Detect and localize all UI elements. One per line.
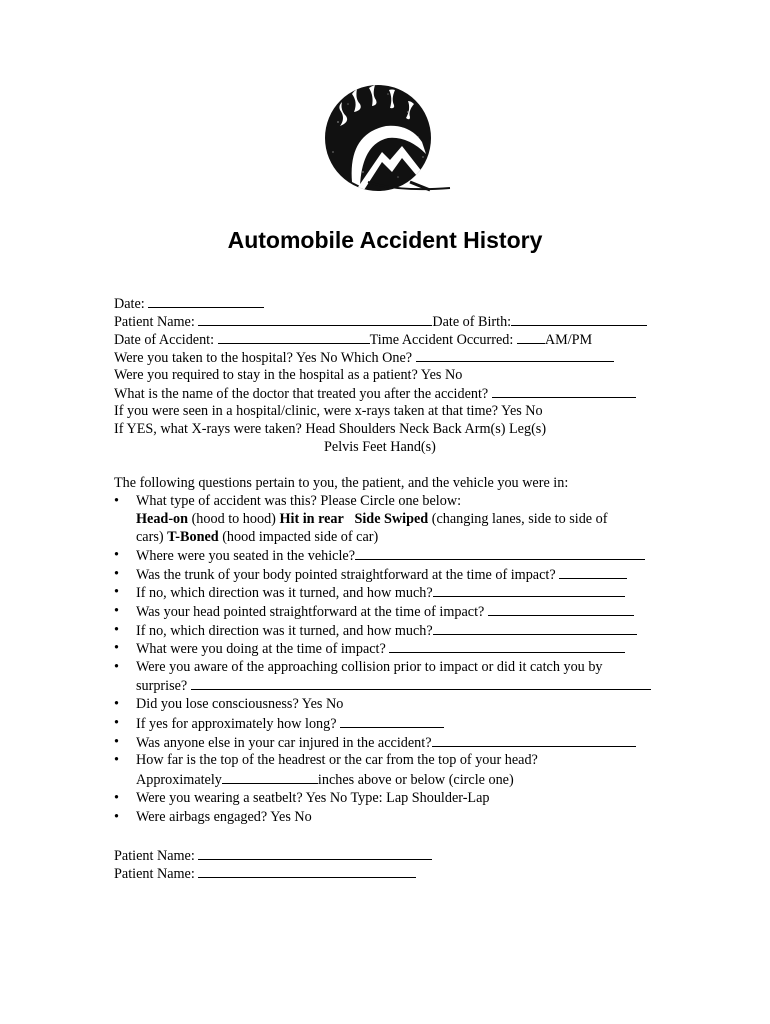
trunk-direction-field[interactable] bbox=[433, 583, 625, 597]
head-field[interactable] bbox=[488, 602, 634, 616]
aware-field[interactable] bbox=[191, 676, 651, 690]
option-hit-in-rear[interactable]: Hit in rear bbox=[279, 511, 344, 527]
dob-label: Date of Birth: bbox=[432, 314, 512, 330]
bullet-icon: • bbox=[114, 734, 119, 750]
bullet-icon: • bbox=[114, 752, 119, 768]
bullet-icon: • bbox=[114, 603, 119, 619]
hospital-field[interactable] bbox=[416, 348, 614, 362]
bullet-icon: • bbox=[114, 584, 119, 600]
date-label: Date: bbox=[114, 296, 145, 312]
duration-field[interactable] bbox=[340, 714, 444, 728]
inches-field[interactable] bbox=[222, 770, 318, 784]
doing-field[interactable] bbox=[389, 639, 625, 653]
bullet-icon: • bbox=[114, 659, 119, 675]
doctor-question: What is the name of the doctor that treated you after the accident? bbox=[114, 386, 489, 402]
option-t-boned[interactable]: T-Boned bbox=[167, 529, 219, 545]
xray-types-question: If YES, what X-rays were taken? Head Shoulders Neck Back Arm(s) Leg(s) bbox=[114, 421, 547, 437]
bullet-icon: • bbox=[114, 696, 119, 712]
form-title: Automobile Accident History bbox=[227, 227, 543, 253]
intro-text: The following questions pertain to you, the patient, and the vehicle you were in: bbox=[114, 475, 569, 491]
signature-name-field-1[interactable] bbox=[198, 846, 432, 860]
dob-field[interactable] bbox=[511, 312, 647, 326]
date-accident-label: Date of Accident: bbox=[114, 332, 215, 348]
date-accident-row bbox=[114, 330, 592, 349]
signature-row-2 bbox=[114, 864, 416, 883]
ampm-label: AM/PM bbox=[544, 332, 593, 348]
xray-question: If you were seen in a hospital/clinic, were x-rays taken at that time? Yes No bbox=[114, 403, 543, 419]
bullet-icon: • bbox=[114, 715, 119, 731]
bullet-icon: • bbox=[114, 640, 119, 656]
patient-name-label: Patient Name: bbox=[114, 314, 195, 330]
sun-mountain-logo bbox=[318, 82, 454, 198]
hospital-row bbox=[114, 348, 614, 367]
bullet-icon: • bbox=[114, 790, 119, 806]
doctor-row bbox=[114, 384, 636, 403]
hospital-stay-question: Were you required to stay in the hospital as a patient? Yes No bbox=[114, 367, 463, 383]
patient-name-field[interactable] bbox=[198, 312, 432, 326]
bullet-icon: • bbox=[114, 622, 119, 638]
patient-name-label: Patient Name: bbox=[114, 848, 195, 864]
bullet-icon: • bbox=[114, 809, 119, 825]
option-head-on[interactable]: Head-on bbox=[136, 511, 189, 527]
date-accident-field[interactable] bbox=[218, 330, 370, 344]
hospital-question: Were you taken to the hospital? Yes No Which One? bbox=[114, 350, 413, 366]
time-field[interactable] bbox=[517, 330, 545, 344]
trunk-field[interactable] bbox=[559, 565, 627, 579]
option-side-swiped[interactable]: Side Swiped bbox=[354, 511, 429, 527]
date-field[interactable] bbox=[148, 294, 264, 308]
doctor-field[interactable] bbox=[492, 384, 636, 398]
patient-name-row bbox=[114, 312, 647, 331]
date-row bbox=[114, 294, 264, 313]
signature-row-1 bbox=[114, 846, 432, 865]
bullet-icon: • bbox=[114, 547, 119, 563]
bullet-icon: • bbox=[114, 566, 119, 582]
xray-types-question-cont: Pelvis Feet Hand(s) bbox=[324, 439, 436, 455]
injured-field[interactable] bbox=[432, 733, 636, 747]
form-page: Automobile Accident History Date: Patient Name: Date of Birth: Date of Accident: Time Accident Occurred: AM/PM Were you taken to the hospital? Yes No Which One? Were you required to stay in the hospital as a patient? Yes No What is the name of the doctor that treated you after the accident? If you were seen in a hospital/clinic, were x-rays taken at that time? Yes No If YES, what X-rays were taken? Head Shoulders Neck Back Arm(s) Leg(s) Pelvis Feet Hand(s) The following questions pertain to you, the patient, and the vehicle you were in: • What type of accident was this? Please Circle one below: Head-on (hood to hood) Hit in rear Side Swiped (changing lanes, side to side of cars) T-Boned (hood impacted side of car) • Where were you seated in the vehicle? • Was the trunk of your body pointed straightforward at the time of impact? • If no, which direction was it turned, and how much? • Was your head pointed straightforward at the time of impact? • If no, which direction was it turned, and how much? • What were you doing at the time of impact? • Were you aware of the approaching collision prior to impact or did it catch you by surprise? • Did you lose consciousness? Yes No • If yes for approximately how long? • Was anyone else in your car injured in the accident? • How far is the top of the headrest or the car from the top of your head? Approximately inches above or below (circle one) • Were you wearing a seatbelt? Yes No Type: Lap Shoulder-Lap • Were airbags engaged? Yes No Patient Name: Patient Name: bbox=[0, 0, 770, 1024]
head-direction-field[interactable] bbox=[433, 621, 637, 635]
seat-field[interactable] bbox=[355, 546, 645, 560]
signature-name-field-2[interactable] bbox=[198, 864, 416, 878]
patient-name-label: Patient Name: bbox=[114, 866, 195, 882]
time-occurred-label: Time Accident Occurred: bbox=[369, 332, 514, 348]
bullet-icon: • bbox=[114, 493, 119, 509]
